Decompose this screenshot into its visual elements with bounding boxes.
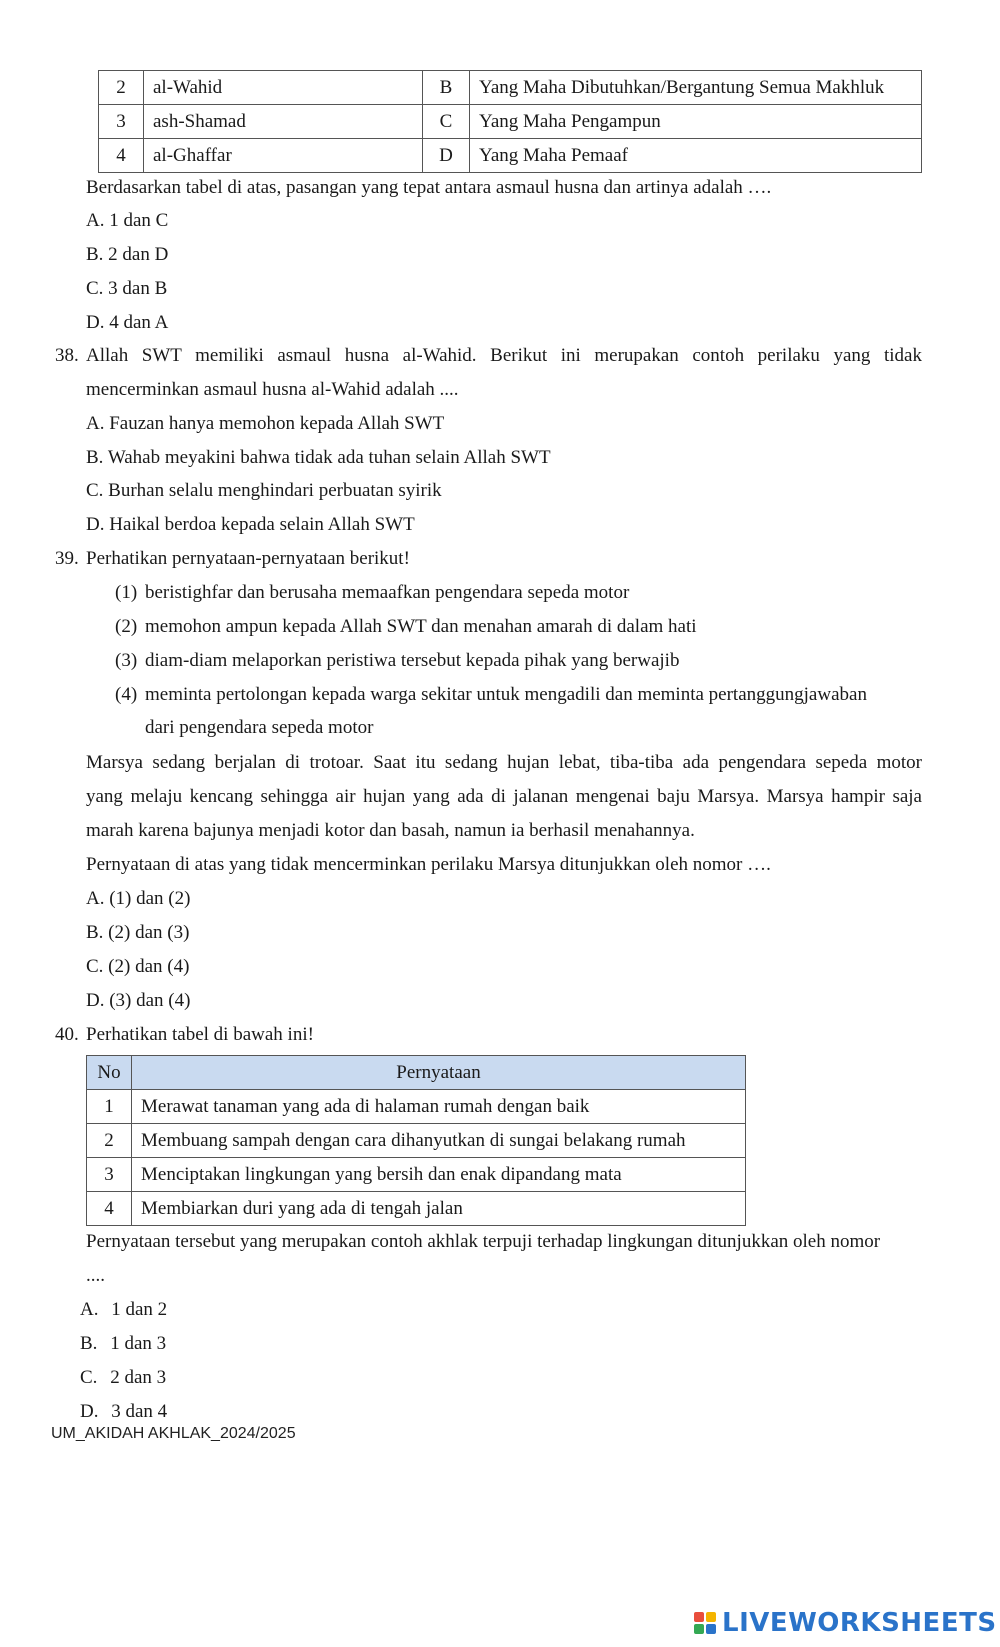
q39-statement-2-text: memohon ampun kepada Allah SWT dan menahan amarah di dalam hati: [145, 616, 697, 637]
q39-statement-4-continued: dari pengendara sepeda motor: [145, 717, 374, 738]
statement-text: Membiarkan duri yang ada di tengah jalan: [132, 1192, 746, 1226]
row-number: 2: [87, 1124, 132, 1158]
meaning-letter: C: [423, 105, 470, 139]
q38-option-c[interactable]: C. Burhan selalu menghindari perbuatan syirik: [86, 480, 442, 501]
document-footer: UM_AKIDAH AKHLAK_2024/2025: [51, 1425, 296, 1442]
q39-option-b[interactable]: B. (2) dan (3): [86, 922, 190, 943]
asmaul-husna-table: [98, 70, 922, 173]
table-row: [99, 105, 922, 139]
row-number: 4: [87, 1192, 132, 1226]
q39-statement-1-number: (1): [115, 582, 138, 603]
table-row: [87, 1158, 746, 1192]
q38-option-b[interactable]: B. Wahab meyakini bahwa tidak ada tuhan selain Allah SWT: [86, 447, 551, 468]
q39-statement-4-number: (4): [115, 684, 138, 705]
q37-option-d[interactable]: D. 4 dan A: [86, 312, 169, 333]
statements-table: [86, 1055, 746, 1226]
option-letter: A.: [80, 1299, 99, 1320]
q39-number: 39.: [55, 548, 79, 569]
column-header-statement: Pernyataan: [132, 1056, 746, 1090]
meaning-text: Yang Maha Dibutuhkan/Bergantung Semua Makhluk: [470, 71, 922, 105]
q39-statement-1-text: beristighfar dan berusaha memaafkan pengendara sepeda motor: [145, 582, 630, 603]
meaning-letter: D: [423, 139, 470, 173]
asmaul-husna-name: ash-Shamad: [144, 105, 423, 139]
table-row: [99, 71, 922, 105]
column-header-no: No: [87, 1056, 132, 1090]
q38-number: 38.: [55, 345, 79, 366]
q39-statement-2-number: (2): [115, 616, 138, 637]
q38-stem-line1: Allah SWT memiliki asmaul husna al-Wahid. Berikut ini merupakan contoh perilaku yang tidak: [86, 345, 922, 366]
q40-question-line1: Pernyataan tersebut yang merupakan contoh akhlak terpuji terhadap lingkungan ditunjukkan oleh nomor: [86, 1231, 881, 1252]
q37-option-a[interactable]: A. 1 dan C: [86, 210, 169, 231]
q39-statement-4-text: meminta pertolongan kepada warga sekitar untuk mengadili dan meminta pertanggungjawaban: [145, 684, 867, 705]
q39-statement-3-number: (3): [115, 650, 138, 671]
row-number: 2: [99, 71, 144, 105]
option-text: 2 dan 3: [110, 1367, 167, 1388]
meaning-letter: B: [423, 71, 470, 105]
meaning-text: Yang Maha Pengampun: [470, 105, 922, 139]
q37-option-b[interactable]: B. 2 dan D: [86, 244, 169, 265]
q39-option-a[interactable]: A. (1) dan (2): [86, 888, 191, 909]
option-letter: C.: [80, 1367, 98, 1388]
q39-statement-3-text: diam-diam melaporkan peristiwa tersebut kepada pihak yang berwajib: [145, 650, 680, 671]
asmaul-husna-name: al-Ghaffar: [144, 139, 423, 173]
q37-option-c[interactable]: C. 3 dan B: [86, 278, 168, 299]
row-number: 1: [87, 1090, 132, 1124]
table-row: [87, 1090, 746, 1124]
table-row: [87, 1192, 746, 1226]
table-row: [87, 1124, 746, 1158]
q39-option-c[interactable]: C. (2) dan (4): [86, 956, 190, 977]
row-number: 3: [99, 105, 144, 139]
option-text: 3 dan 4: [111, 1401, 168, 1422]
meaning-text: Yang Maha Pemaaf: [470, 139, 922, 173]
q40-stem: Perhatikan tabel di bawah ini!: [86, 1024, 314, 1045]
q39-stem: Perhatikan pernyataan-pernyataan berikut!: [86, 548, 410, 569]
brand-name: LIVEWORKSHEETS: [722, 1608, 997, 1638]
q38-option-d[interactable]: D. Haikal berdoa kepada selain Allah SWT: [86, 514, 415, 535]
table-row: [99, 139, 922, 173]
statement-text: Membuang sampah dengan cara dihanyutkan di sungai belakang rumah: [132, 1124, 746, 1158]
q39-story-line1: Marsya sedang berjalan di trotoar. Saat itu sedang hujan lebat, tiba-tiba ada pengendara sepeda motor: [86, 752, 922, 773]
table-header-row: [87, 1056, 746, 1090]
q40-option-a[interactable]: [80, 1297, 167, 1323]
statement-text: Merawat tanaman yang ada di halaman rumah dengan baik: [132, 1090, 746, 1124]
statement-text: Menciptakan lingkungan yang bersih dan enak dipandang mata: [132, 1158, 746, 1192]
row-number: 4: [99, 139, 144, 173]
liveworksheets-logo-icon: [694, 1612, 716, 1634]
q39-question: Pernyataan di atas yang tidak mencerminkan perilaku Marsya ditunjukkan oleh nomor ….: [86, 854, 771, 875]
liveworksheets-brand[interactable]: [694, 1608, 997, 1638]
q39-story-line3: marah karena bajunya menjadi kotor dan basah, namun ia berhasil menahannya.: [86, 820, 695, 841]
q37-stem: Berdasarkan tabel di atas, pasangan yang tepat antara asmaul husna dan artinya adalah ….: [86, 177, 772, 198]
q40-question-line2: ....: [86, 1265, 105, 1286]
q40-option-c[interactable]: [80, 1365, 166, 1391]
row-number: 3: [87, 1158, 132, 1192]
option-letter: D.: [80, 1401, 99, 1422]
option-letter: B.: [80, 1333, 98, 1354]
q38-stem-line2: mencerminkan asmaul husna al-Wahid adalah ....: [86, 379, 459, 400]
asmaul-husna-name: al-Wahid: [144, 71, 423, 105]
q40-option-b[interactable]: [80, 1331, 166, 1357]
option-text: 1 dan 2: [111, 1299, 168, 1320]
option-text: 1 dan 3: [110, 1333, 167, 1354]
q38-option-a[interactable]: A. Fauzan hanya memohon kepada Allah SWT: [86, 413, 445, 434]
q40-number: 40.: [55, 1024, 79, 1045]
q40-option-d[interactable]: [80, 1399, 167, 1425]
q39-option-d[interactable]: D. (3) dan (4): [86, 990, 191, 1011]
q39-story-line2: yang melaju kencang sehingga air hujan yang ada di jalanan mengenai baju Marsya. Marsya hampir saja: [86, 786, 922, 807]
